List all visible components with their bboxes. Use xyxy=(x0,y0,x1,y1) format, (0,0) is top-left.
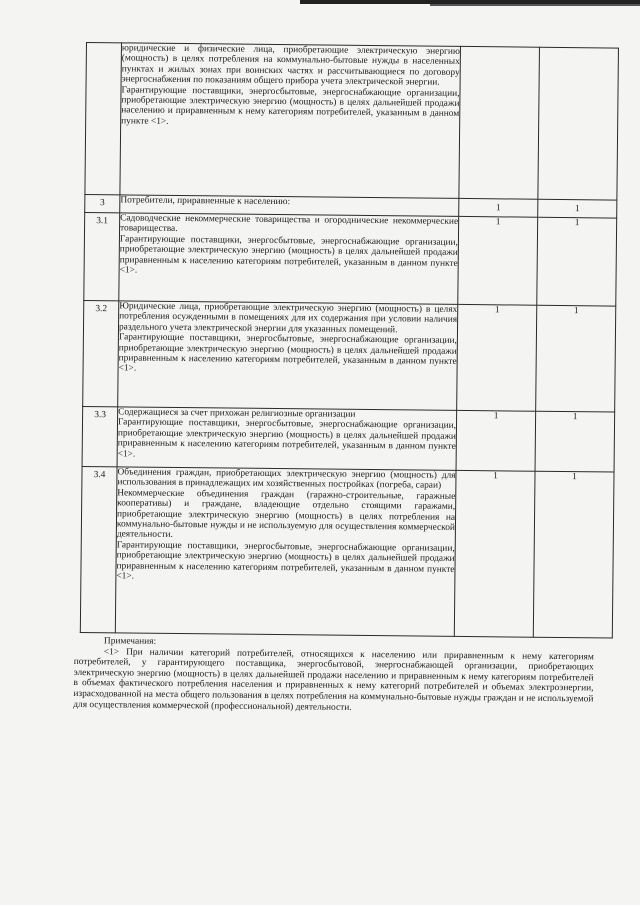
row-description xyxy=(115,467,456,637)
description-paragraph: Объединения граждан, приобретающих электрическую энергию (мощность) для использования в принадлежащих им хозяйственных постройках (погреба, сараи) xyxy=(117,467,456,492)
value-column-1: 1 xyxy=(459,198,538,217)
value-column-2: 1 xyxy=(536,305,616,412)
row-description xyxy=(119,213,459,305)
value-column-2: 1 xyxy=(537,217,617,306)
row-description xyxy=(117,407,457,471)
table-row xyxy=(82,406,615,472)
row-description xyxy=(118,301,458,411)
row-number-text: 3.2 xyxy=(95,304,108,315)
row-number-text: 3.4 xyxy=(93,470,106,481)
description-paragraph: Некоммерческие объединения граждан (гаражно-строительные, гаражные кооперативы) и граждане, владеющие отдельно стоящими гаражами, приобретающие электрическую энергию (мощность) в целях потребления на коммунально-бытовые нужды и не используемую для осуществления коммерческой деятельности. xyxy=(116,488,456,541)
value-column-2: 1 xyxy=(535,411,615,472)
value-column-2 xyxy=(538,47,619,200)
description-paragraph: Гарантирующие поставщики, энергосбытовые, энергоснабжающие организации, приобретающие электрическую энергию (мощность) в целях дальнейшей продажи населению и приравненным к нему категориям потребителей, указанным в данном пункте <1>. xyxy=(121,84,460,127)
description-paragraph: Юридические лица, приобретающие электрическую энергию (мощность) в целях потребления осужденными в помещениях для их содержания при условии наличия раздельного учета электрической энергии для указанных помещений. xyxy=(118,301,458,336)
row-number xyxy=(83,300,119,406)
row-number xyxy=(84,212,120,300)
value-column-1 xyxy=(459,46,540,199)
value-column-1: 1 xyxy=(457,304,537,411)
description-paragraph: Содержащиеся за счет прихожан религиозные организации xyxy=(118,407,356,420)
row-number xyxy=(80,466,117,632)
row-number xyxy=(82,406,118,466)
row-number xyxy=(85,43,122,195)
value-column-1: 1 xyxy=(454,470,535,637)
description-paragraph: Гарантирующие поставщики, энергосбытовые, энергоснабжающие организации, приобретающие электрическую энергию (мощность) в целях дальнейшей продажи приравненным к населению категориям потребителей, указанным в данном пункте <1>. xyxy=(119,234,458,276)
description-paragraph: Гарантирующие поставщики, энергосбытовые, энергоснабжающие организации, приобретающие электрическую энергию (мощность) в целях дальнейшей продажи приравненным к населению категориям потребителей, указанным в данном пункте <1>. xyxy=(116,540,455,582)
row-number xyxy=(85,194,120,212)
description-paragraph: Гарантирующие поставщики, энергосбытовые, энергоснабжающие организации, приобретающие электрическую энергию (мощность) в целях дальнейшей продажи приравненным к населению категориям потребителей, указанным в данном пункте <1>. xyxy=(117,417,457,460)
description-paragraph: Садоводческие некоммерческие товарищества и огороднические некоммерческие товарищества. xyxy=(119,213,459,235)
row-number-text: 3.3 xyxy=(94,410,107,421)
row-number-text: 3.1 xyxy=(96,216,109,227)
value-column-1: 1 xyxy=(458,216,538,305)
document-page xyxy=(80,42,616,639)
description-paragraph: юридические и физические лица, приобретающие электрическую энергию (мощность) в целях потребления на коммунально-бытовые нужды в населенных пунктах и жилых зонах при воинских частях и рассчитывающиеся по договору энергоснабжения по показаниям общего прибора учета электрической энергии. xyxy=(121,43,460,88)
value-column-2: 1 xyxy=(533,471,614,638)
tariff-category-table xyxy=(80,42,619,639)
description-paragraph: Гарантирующие поставщики, энергосбытовые, энергоснабжающие организации, приобретающие электрическую энергию (мощность) в целях дальнейшей продажи приравненным к населению категориям потребителей, указанным в данном пункте <1>. xyxy=(118,332,457,374)
row-number-text xyxy=(87,43,121,46)
table-row xyxy=(83,300,616,412)
row-description xyxy=(120,43,461,199)
table-row xyxy=(85,43,619,201)
notes-section xyxy=(73,636,594,716)
value-column-2: 1 xyxy=(538,199,617,218)
table-row xyxy=(80,466,614,638)
row-number-text: 3 xyxy=(99,198,105,209)
table-row xyxy=(84,212,617,306)
description-paragraph: Потребители, приравненные к населению: xyxy=(120,195,291,208)
scan-edge-mark-secondary xyxy=(430,4,640,6)
note-1-text: <1> При наличии категорий потребителей, относящихся к населению или приравненным к нему категориям потребителей, у гарантирующего поставщика, энергосбытовой, энергоснабжающей организации, приобретающих электрическую энергию (мощность) в целях дальнейшей продажи населению и приравненным к нему категориям потребителей в объемах фактического потребления населения и приравненных к нему категорий потребителей и объемах электроэнергии, израсходованной на места общего пользования в целях потребления на коммунально-бытовые нужды граждан и не используемой для осуществления коммерческой (профессиональной) деятельности. xyxy=(73,646,594,713)
value-column-1: 1 xyxy=(456,410,536,471)
notes-heading: Примечания: xyxy=(103,636,157,647)
